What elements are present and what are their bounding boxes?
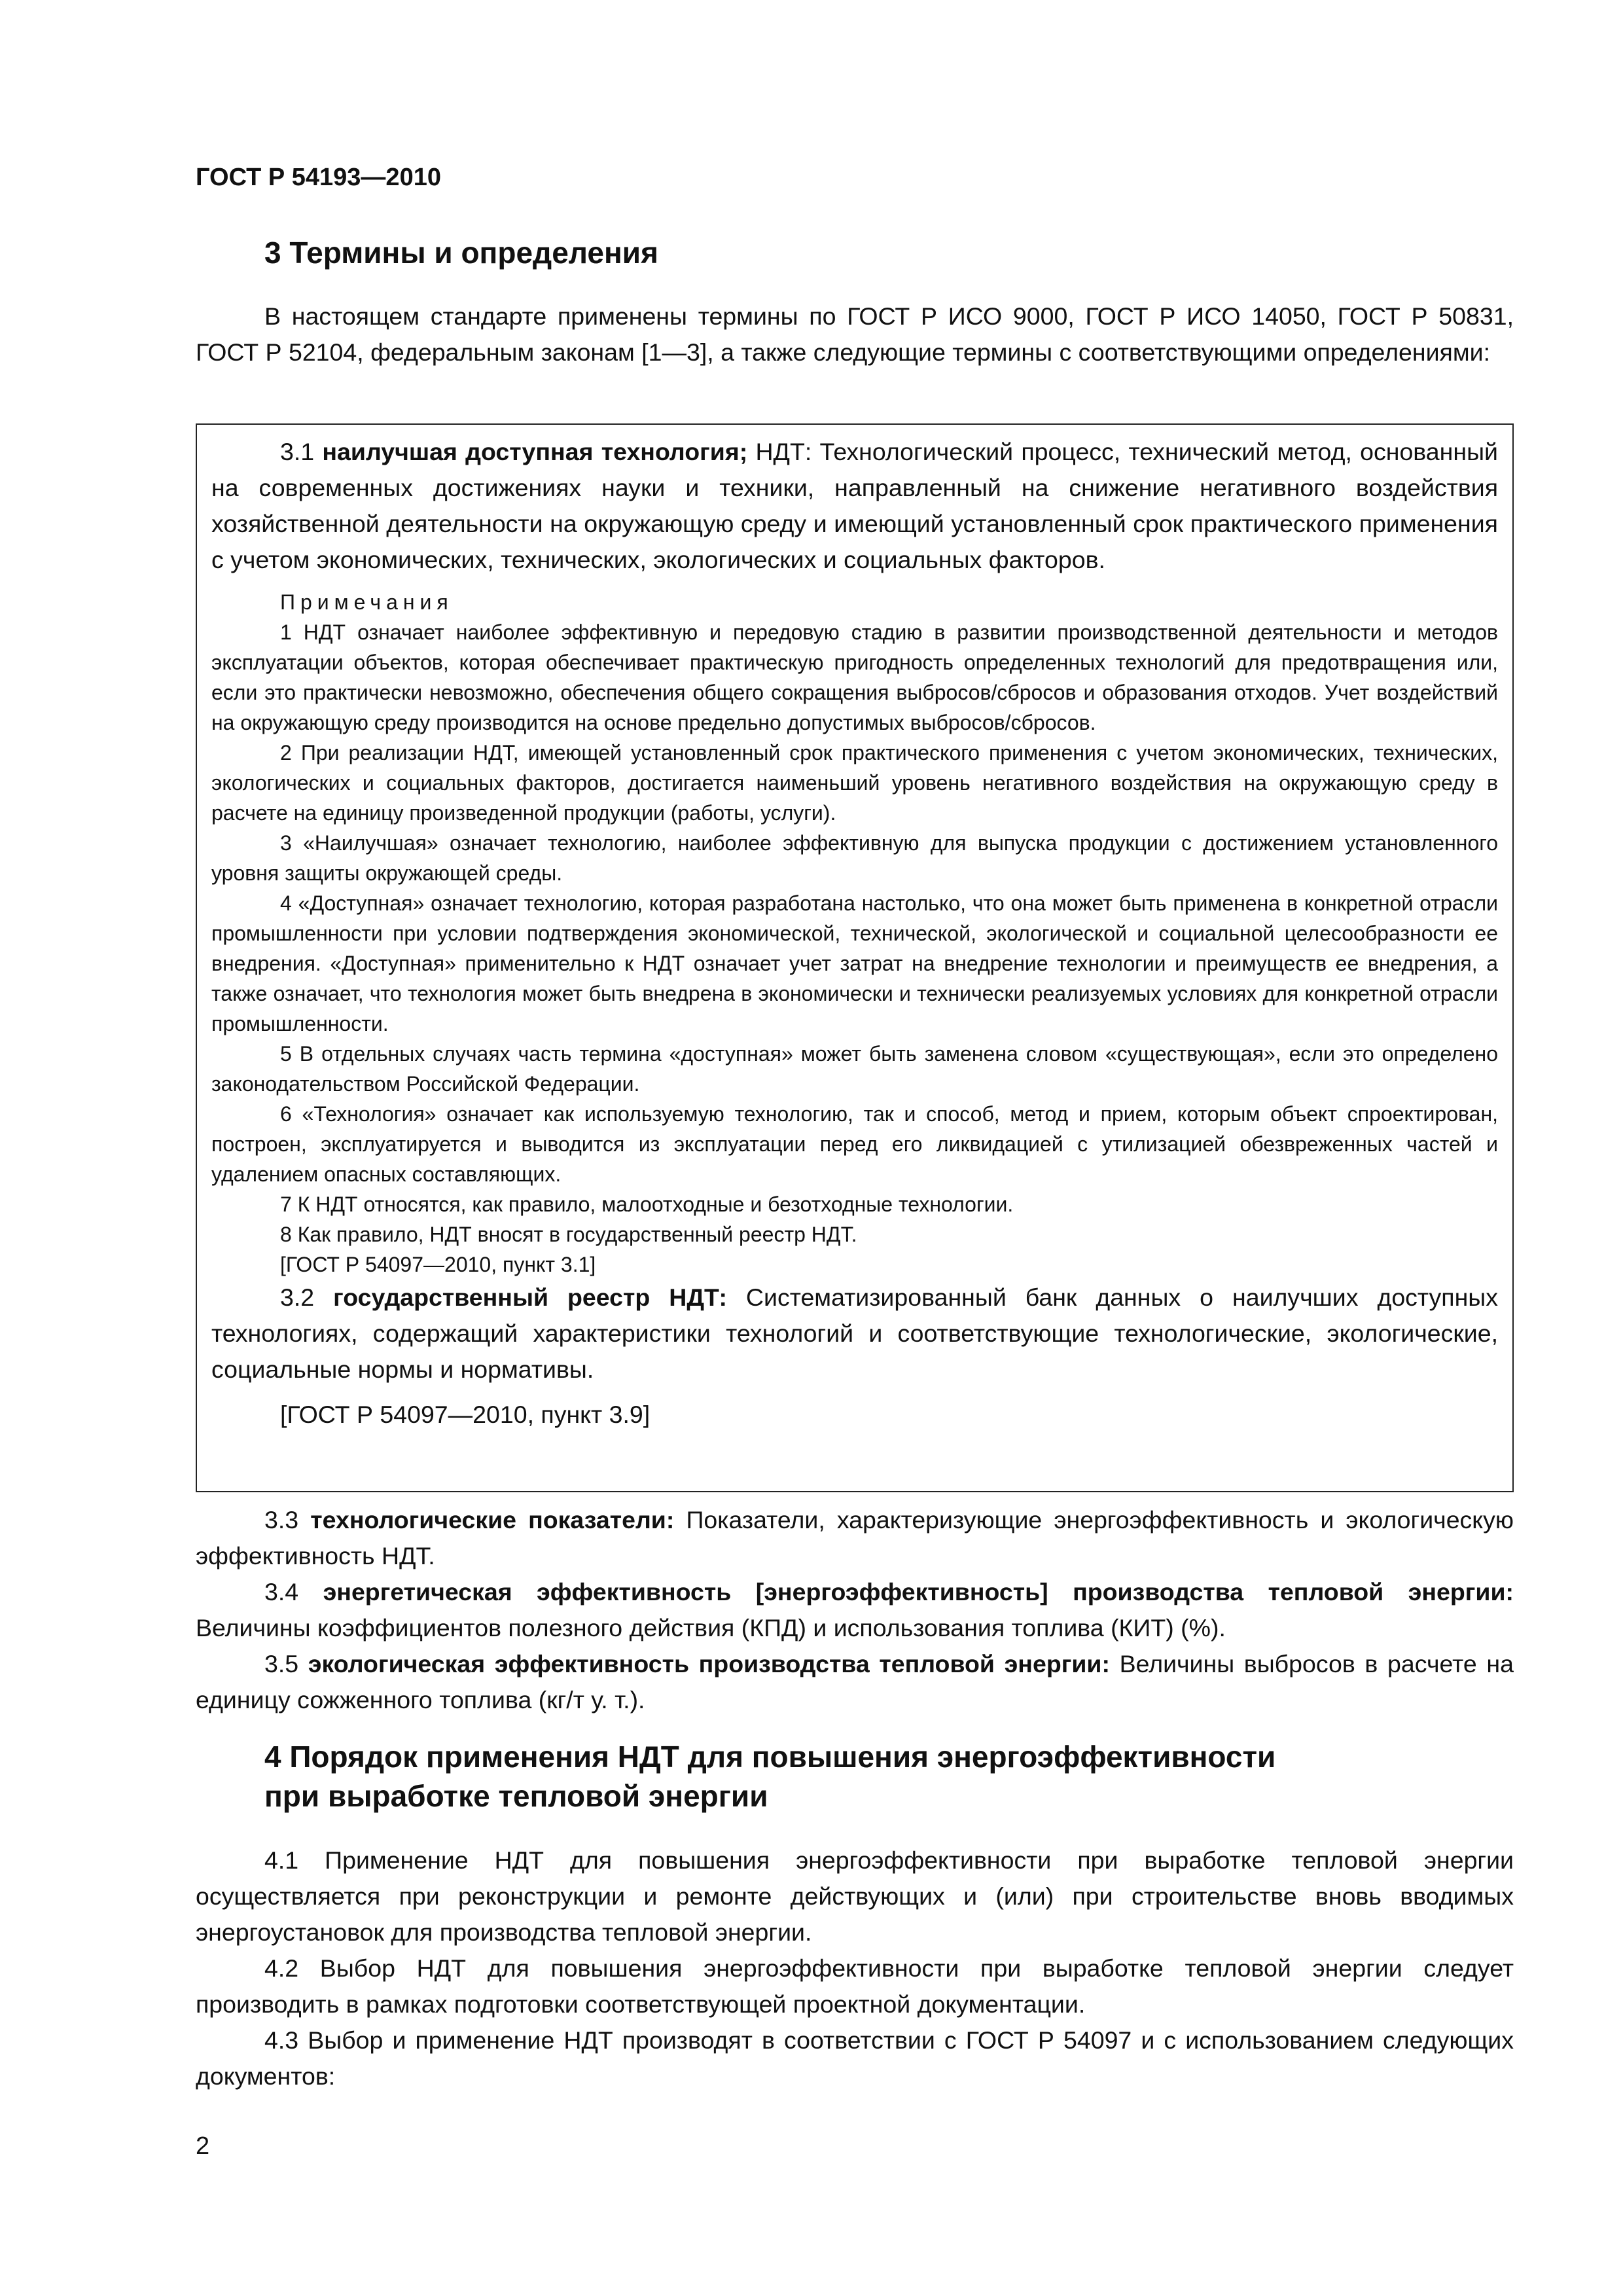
term-definition: Систематизированный банк данных о наилучших доступных технологиях, содержащий характеристики технологий и соответствующие технологические, экологические, социальные нормы и нормативы. [211,1283,1498,1383]
source-reference: [ГОСТ Р 54097—2010, пункт 3.1] [280,1253,596,1276]
term-definition: Показатели, характеризующие энергоэффективность и экологическую эффективность НДТ. [196,1506,1514,1570]
term-3-4 [196,1574,1514,1646]
document-header: ГОСТ Р 54193—2010 [196,164,441,191]
term-definition: Величины коэффициентов полезного действия (КПД) и использования топлива (КИТ) (%). [196,1614,1226,1641]
section-4-heading-line: 4 Порядок применения НДТ для повышения энергоэффективности [264,1740,1276,1774]
term-3-3 [196,1502,1514,1574]
term-number: 3.4 [264,1578,323,1605]
source-reference: [ГОСТ Р 54097—2010, пункт 3.9] [280,1401,651,1428]
section-3-heading: 3 Термины и определения [264,236,658,270]
term-definition: НДТ: Технологический процесс, технический метод, основанный на современных достижениях науки и техники, направленный на снижение негативного воздействия хозяйственной деятельности на окружающую среду и имеющий установленный срок практического применения с учетом экономических, технических, экологических и социальных факторов. [211,438,1498,573]
paragraph-4-2: 4.2 Выбор НДТ для повышения энергоэффективности при выработке тепловой энергии следует производить в рамках подготовки соответствующей проектной документации. [196,1954,1514,2018]
section-3-intro [196,298,1514,370]
section-4-heading [264,1737,1275,1816]
note-item: 6 «Технология» означает как используемую технологию, так и способ, метод и прием, которым объект спроектирован, построен, эксплуатируется и выводится из эксплуатации перед его ликвидацией с утилизацией обезвреженных частей и удалением опасных составляющих. [211,1102,1498,1186]
term-number: 3.1 [280,438,323,465]
term-number: 3.3 [264,1506,311,1534]
term-3-1 [211,434,1498,578]
term-name: технологические показатели: [310,1506,675,1534]
notes-heading: Примечания [280,590,454,614]
term-name: энергетическая эффективность [энергоэффективность] производства тепловой энергии: [323,1578,1514,1605]
term-number: 3.5 [264,1650,308,1677]
terms-after-frame [196,1502,1514,1718]
paragraph-4-1: 4.1 Применение НДТ для повышения энергоэффективности при выработке тепловой энергии осуществляется при реконструкции и ремонте действующих и (или) при строительстве вновь вводимых энергоустановок для производства тепловой энергии. [196,1846,1514,1946]
note-item: 1 НДТ означает наиболее эффективную и передовую стадию в развитии производственной деятельности и методов эксплуатации объектов, которая обеспечивает практическую пригодность определенных технологий для предотвращения или, если это практически невозможно, обеспечения общего сокращения выбросов/сбросов и образования отходов. Учет воздействий на окружающую среду производится на основе предельно допустимых выбросов/сбросов. [211,620,1498,734]
term-name: наилучшая доступная технология; [322,438,748,465]
section-4-body [196,1842,1514,2094]
notes-block [211,587,1498,1280]
section-4-heading-line: при выработке тепловой энергии [264,1779,768,1813]
note-item: 7 К НДТ относятся, как правило, малоотходные и безотходные технологии. [280,1193,1014,1216]
term-name: экологическая эффективность производства тепловой энергии: [308,1650,1110,1677]
note-item: 3 «Наилучшая» означает технологию, наиболее эффективную для выпуска продукции с достижением установленного уровня защиты окружающей среды. [211,831,1498,885]
note-item: 8 Как правило, НДТ вносят в государственный реестр НДТ. [280,1223,857,1246]
note-item: 2 При реализации НДТ, имеющей установленный срок практического применения с учетом экономических, технических, экологических и социальных факторов, достигается наименьший уровень негативного воздействия на окружающую среду в расчете на единицу произведенной продукции (работы, услуги). [211,741,1498,825]
term-number: 3.2 [280,1283,334,1311]
note-item: 5 В отдельных случаях часть термина «доступная» может быть заменена словом «существующая», если это определено законодательством Российской Федерации. [211,1042,1498,1096]
term-name: государственный реестр НДТ: [333,1283,727,1311]
note-item: 4 «Доступная» означает технологию, которая разработана настолько, что она может быть применена в конкретной отрасли промышленности при условии подтверждения экономической, технической, экологической и социальной целесообразности ее внедрения. «Доступная» применительно к НДТ означает учет затрат на внедрение технологии и преимуществ ее внедрения, а также означает, что технология может быть внедрена в экономически и технически реализуемых условиях для конкретной отрасли промышленности. [211,891,1498,1035]
term-definition: Величины выбросов в расчете на единицу сожженного топлива (кг/т у. т.). [196,1650,1514,1713]
paragraph-4-3: 4.3 Выбор и применение НДТ производят в соответствии с ГОСТ Р 54097 и с использованием следующих документов: [196,2026,1514,2090]
definitions-frame [196,423,1514,1492]
intro-paragraph: В настоящем стандарте применены термины по ГОСТ Р ИСО 9000, ГОСТ Р ИСО 14050, ГОСТ Р 50831, ГОСТ Р 52104, федеральным законам [1—3], а также следующие термины с соответствующими определениями: [196,302,1514,366]
page-number: 2 [196,2132,210,2160]
term-3-2 [211,1280,1498,1388]
term-3-5 [196,1646,1514,1718]
